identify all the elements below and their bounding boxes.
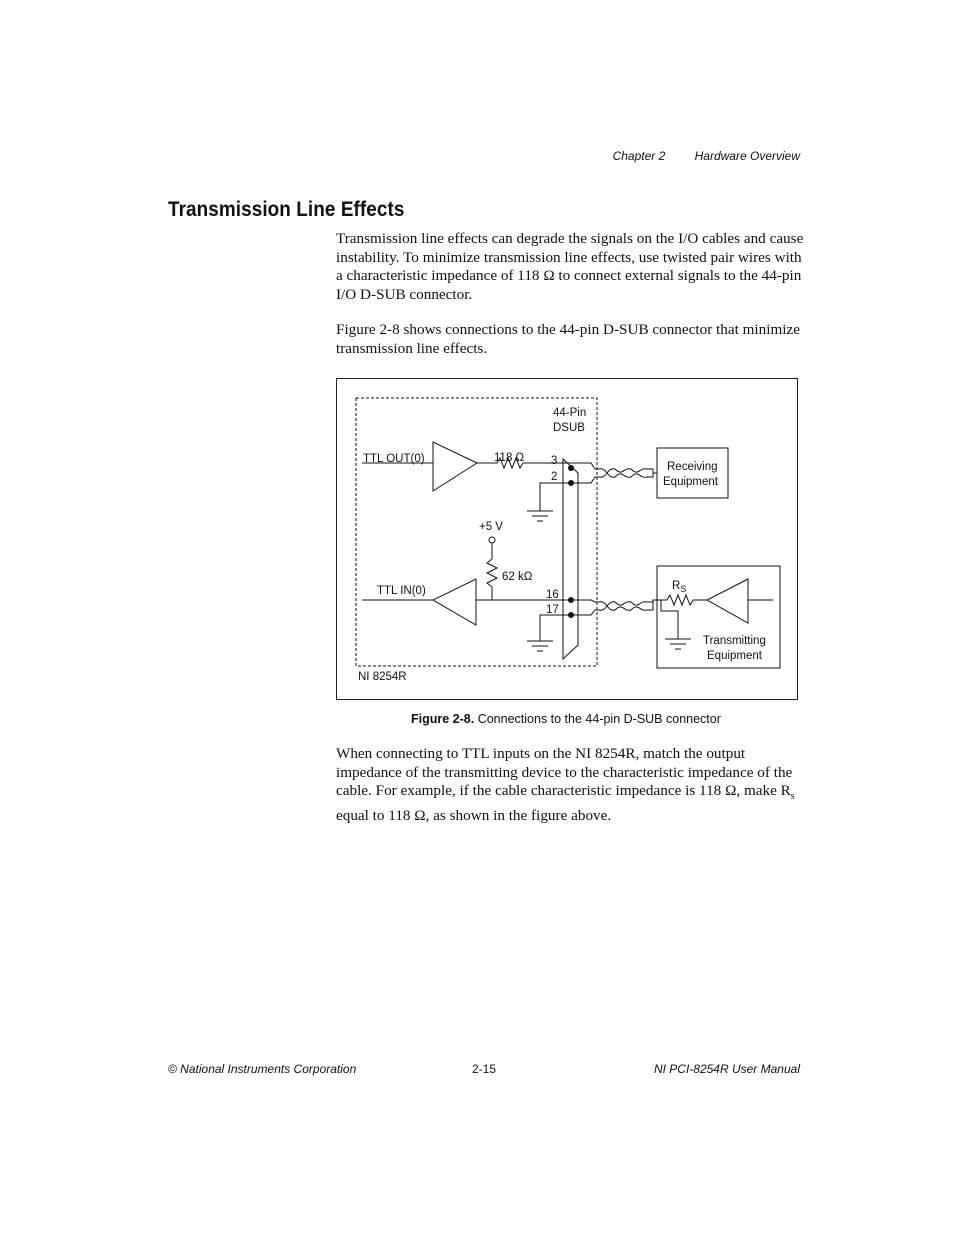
resistor-rs-symbol [667,595,693,605]
section-title: Transmission Line Effects [168,198,405,221]
dsub-label-line1: 44-Pin [553,407,587,419]
resistor-118-label: 118 Ω [494,452,525,464]
receiving-label-line1: Receiving [667,461,718,473]
paragraph-2: Figure 2-8 shows connections to the 44-pin D-SUB connector that minimize transmission line effects. [336,321,800,357]
twisted-pair-bottom-b [599,602,647,610]
resistor-62k-symbol [487,559,497,587]
footer-right: NI PCI-8254R User Manual [653,1062,800,1076]
twisted-pair-top-b [599,469,647,477]
caption-text: Connections to the 44-pin D-SUB connector [477,712,721,726]
paragraph-3: When connecting to TTL inputs on the NI 8254R, match the output impedance of the transmitting device to the characteristic impedance of the cable. For example, if the cable characteristic impedance is 118 Ω, make $R_s$ equal to 118 Ω, as shown in the figure above. [336,745,795,824]
caption-label: Figure 2-8. [411,712,475,726]
pin2-dot [568,480,574,486]
running-header [613,149,800,163]
transmitting-label-line1: Transmitting [703,635,766,647]
resistor-62k-label: 62 kΩ [502,571,533,583]
figure-caption [411,712,721,726]
header-chapter: Chapter 2 [612,149,666,163]
pin2-label: 2 [551,471,558,483]
pin17-ground-wire [540,615,571,641]
rs-label: $R_S$ [672,580,687,594]
output-buffer-triangle [433,442,477,491]
connection-diagram [337,379,799,701]
board-label: NI 8254R [358,671,407,683]
pin3-label: 3 [551,455,558,467]
footer-page-number: 2-15 [472,1062,497,1076]
dsub-connector [563,459,578,659]
supply-node [489,537,495,543]
pin17-label: 17 [546,604,559,616]
footer-left: © National Instruments Corporation [168,1062,357,1076]
receiving-equipment-box [657,448,728,498]
pin17-dot [568,612,574,618]
transmit-buffer-triangle [707,579,748,623]
header-title: Hardware Overview [694,149,800,163]
transmitting-label-line2: Equipment [707,650,762,662]
figure-2-8 [336,378,798,700]
paragraph-1: Transmission line effects can degrade the signals on the I/O cables and cause instability. To minimize transmission line effects, use twisted pair wires with a characteristic impedance of 118 Ω to connect external signals to the 44-pin I/O D-SUB connector. [336,230,804,303]
supply-label: +5 V [479,521,503,533]
ttl-out-label: TTL OUT(0) [363,453,425,465]
pin2-ground-wire [540,483,571,511]
twisted-pair-top-a [599,469,647,477]
pin3-dot [568,465,574,471]
pin16-dot [568,597,574,603]
receiving-label-line2: Equipment [663,476,718,488]
ttl-in-label: TTL IN(0) [377,585,426,597]
twisted-pair-bottom-a [599,602,647,610]
dsub-label-line2: DSUB [553,422,585,434]
input-buffer-triangle [433,579,476,625]
pin16-label: 16 [546,589,559,601]
